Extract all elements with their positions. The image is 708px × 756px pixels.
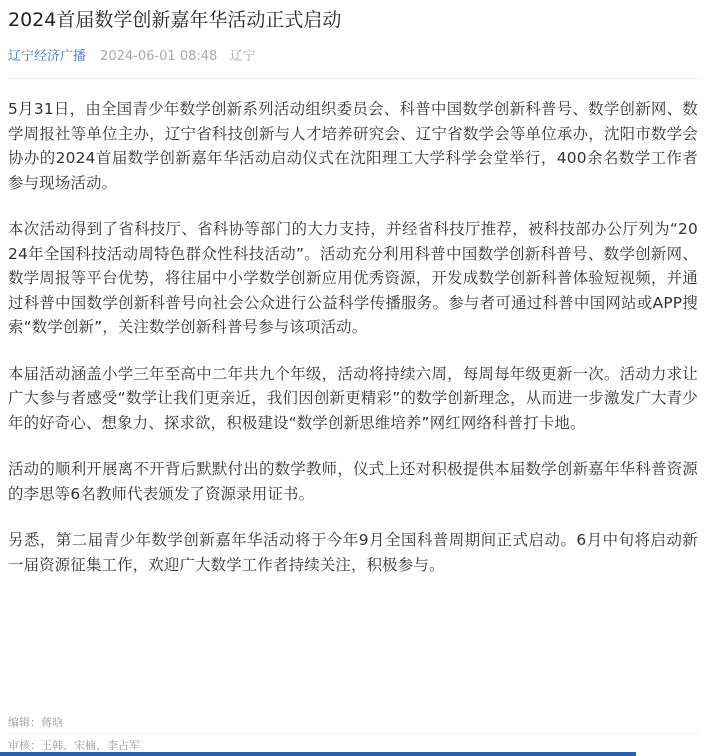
header-divider (8, 78, 700, 79)
paragraph-4: 活动的顺利开展离不开背后默默付出的数学教师，仪式上还对积极提供本届数学创新嘉年华科普资源的李思等6名教师代表颁发了资源录用证书。 (8, 460, 698, 503)
article-title: 2024首届数学创新嘉年华活动正式启动 (8, 9, 342, 31)
article-meta (8, 48, 255, 66)
publish-datetime: 2024-06-01 08:48 (100, 49, 218, 64)
paragraph-5: 另悉，第二届青少年数学创新嘉年华活动将于今年9月全国科普周期间正式启动。6月中旬将启动新一届资源征集工作，欢迎广大数学工作者持续关注，积极参与。 (8, 531, 698, 574)
region-label: 辽宁 (229, 49, 256, 64)
bottom-accent-bar (0, 752, 636, 756)
paragraph-1: 5月31日，由全国青少年数学创新系列活动组织委员会、科普中国数学创新科普号、数学创新网、数学周报社等单位主办，辽宁省科技创新与人才培养研究会、辽宁省数学会等单位承办，沈阳市数学会协办的2024首届数学创新嘉年华活动启动仪式在沈阳理工大学科学会堂举行，400余名数学工作者参与现场活动。 (8, 100, 698, 192)
paragraph-2: 本次活动得到了省科技厅、省科协等部门的大力支持，并经省科技厅推荐，被科技部办公厅列为“2024年全国科技活动周特色群众性科技活动”。活动充分利用科普中国数学创新科普号、数学创新网、数学周报等平台优势，将往届中小学数学创新应用优秀资源，开发成数学创新科普体验短视频，并通过科普中国数学创新科普号向社会公众进行公益科学传播服务。参与者可通过科普中国网站或APP搜索“数学创新”，关注数学创新科普号参与该项活动。 (8, 220, 698, 336)
article-body (8, 97, 698, 599)
footer-divider (8, 733, 700, 734)
reviewer-credit: 审核：王韩、宋楠、李占军 (8, 739, 140, 752)
paragraph-3: 本届活动涵盖小学三年至高中二年共九个年级，活动将持续六周，每周每年级更新一次。活动力求让广大参与者感受“数学让我们更亲近，我们因创新更精彩”的数学创新理念，从而进一步激发广大青少年的好奇心、想象力、探求欲，积极建设“数学创新思维培养”网红网络科普打卡地。 (8, 364, 698, 432)
source-link[interactable]: 辽宁经济广播 (8, 49, 87, 64)
editor-credit: 编辑：蒋晗 (8, 716, 63, 729)
